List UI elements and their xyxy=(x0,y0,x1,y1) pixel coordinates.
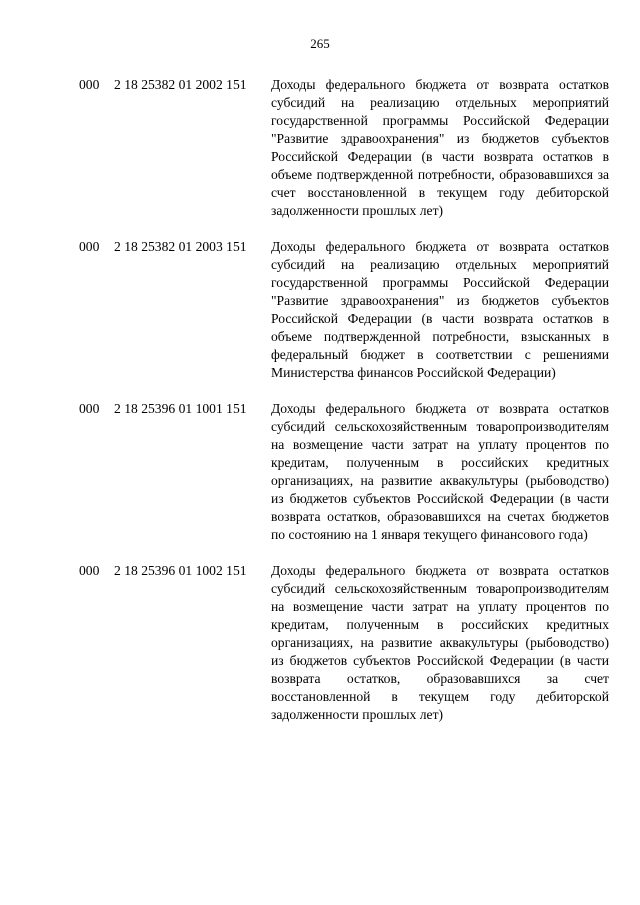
admin-code: 000 xyxy=(79,563,100,578)
revenue-description: Доходы федерального бюджета от возврата остатков субсидий на реализацию отдельных мероприятий государственной программы Российской Федерации "Развитие здравоохранения" из бюджетов субъектов Российской Федерации (в части возврата остатков в объеме подтвержденной потребности, образовавшихся за счет восстановленной в текущем году дебиторской задолженности прошлых лет) xyxy=(271,77,609,218)
table-row xyxy=(0,76,640,220)
table-row xyxy=(0,238,640,382)
budget-code: 2 18 25396 01 1002 151 xyxy=(114,563,247,578)
admin-code: 000 xyxy=(79,77,100,92)
budget-code: 2 18 25396 01 1001 151 xyxy=(114,401,247,416)
admin-code: 000 xyxy=(79,401,100,416)
page-number: 265 xyxy=(310,36,330,51)
table-row xyxy=(0,562,640,724)
table-row xyxy=(0,400,640,544)
budget-code: 2 18 25382 01 2003 151 xyxy=(114,239,247,254)
revenue-description: Доходы федерального бюджета от возврата остатков субсидий на реализацию отдельных мероприятий государственной программы Российской Федерации "Развитие здравоохранения" из бюджетов субъектов Российской Федерации (в части возврата остатков в объеме подтвержденной потребности, взысканных в федеральный бюджет в соответствии с решениями Министерства финансов Российской Федерации) xyxy=(271,239,609,380)
admin-code: 000 xyxy=(79,239,100,254)
revenue-description: Доходы федерального бюджета от возврата остатков субсидий сельскохозяйственным товаропроизводителям на возмещение части затрат на уплату процентов по кредитам, полученным в российских кредитных организациях, на развитие аквакультуры (рыбоводство) из бюджетов субъектов Российской Федерации (в части возврата остатков, образовавшихся за счет восстановленной в текущем году дебиторской задолженности прошлых лет) xyxy=(271,563,609,722)
revenue-description: Доходы федерального бюджета от возврата остатков субсидий сельскохозяйственным товаропроизводителям на возмещение части затрат на уплату процентов по кредитам, полученным в российских кредитных организациях, на развитие аквакультуры (рыбоводство) из бюджетов субъектов Российской Федерации (в части возврата остатков, образовавшихся на счетах бюджетов по состоянию на 1 января текущего финансового года) xyxy=(271,401,609,542)
budget-code: 2 18 25382 01 2002 151 xyxy=(114,77,247,92)
classification-table xyxy=(0,76,640,724)
